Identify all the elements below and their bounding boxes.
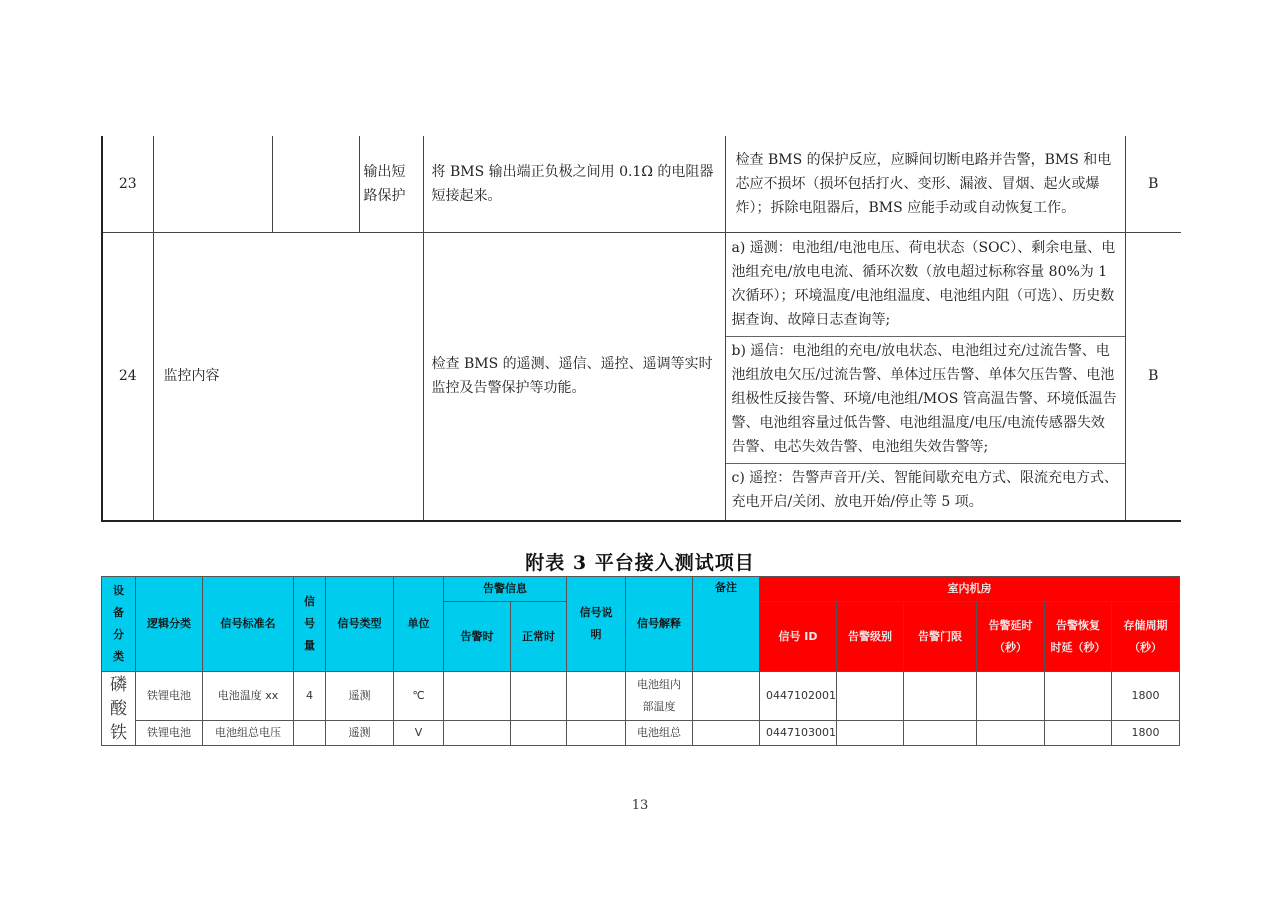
header-alarm-time: 告警时 xyxy=(444,602,511,672)
header-device-class: 设 备 分 类 xyxy=(102,577,136,672)
alarm-recover-cell xyxy=(1045,721,1112,746)
test-item-name xyxy=(359,136,423,232)
test-method: 检查 BMS 的遥测、遥信、遥控、遥调等实时监控及告警保护等功能。 xyxy=(423,232,725,521)
test-requirement: 检查 BMS 的保护反应，应瞬间切断电路并告警，BMS 和电芯应不损坏（损坏包括打火、变形、漏液、冒烟、起火或爆炸）；拆除电阻器后，BMS 应能手动或自动恢复工作。 xyxy=(725,136,1125,232)
header-signal-description: 信号说 明 xyxy=(567,577,626,672)
test-items-table xyxy=(101,136,1181,522)
header-logic-class: 逻辑分类 xyxy=(136,577,203,672)
header-signal-id: 信号 ID xyxy=(760,602,837,672)
signal-name-cell: 电池组总电压 xyxy=(203,721,294,746)
test-item-line-1: 输出短 xyxy=(363,163,406,180)
unit-cell: ℃ xyxy=(394,672,444,721)
signal-explain-cell: 电池组总 xyxy=(626,721,693,746)
header-alarm-threshold: 告警门限 xyxy=(904,602,977,672)
alarm-level-cell xyxy=(837,672,904,721)
header-alarm-info: 告警信息 xyxy=(444,577,567,602)
device-group-label: 磷 酸 铁 xyxy=(102,672,136,746)
grade: B xyxy=(1125,232,1181,521)
table-row xyxy=(102,672,1180,721)
logic-class-cell: 铁锂电池 xyxy=(136,672,203,721)
alarm-time-cell xyxy=(444,721,511,746)
table-row-23 xyxy=(102,136,1181,232)
grade: B xyxy=(1125,136,1181,232)
row-number: 24 xyxy=(102,232,153,521)
signal-id-cell: 0447103001 xyxy=(760,721,837,746)
table-row xyxy=(102,721,1180,746)
alarm-threshold-cell xyxy=(904,672,977,721)
alarm-recover-cell xyxy=(1045,672,1112,721)
header-normal-time: 正常时 xyxy=(511,602,567,672)
table-row-24 xyxy=(102,232,1181,521)
header-signal-quantity: 信 号 量 xyxy=(294,577,326,672)
test-method: 将 BMS 输出端正负极之间用 0.1Ω 的电阻器短接起来。 xyxy=(423,136,725,232)
empty-cell xyxy=(272,136,359,232)
signal-id-cell: 0447102001 xyxy=(760,672,837,721)
header-remark: 备注 xyxy=(693,577,760,672)
alarm-delay-cell xyxy=(977,672,1045,721)
storage-period-cell: 1800 xyxy=(1112,672,1180,721)
test-requirement xyxy=(725,232,1125,521)
requirement-telecontrol: c) 遥控：告警声音开/关、智能间歇充电方式、限流充电方式、充电开启/关闭、放电开始/停止等 5 项。 xyxy=(726,463,1125,518)
signal-type-cell: 遥测 xyxy=(326,721,394,746)
signal-qty-cell: 4 xyxy=(294,672,326,721)
signal-desc-cell xyxy=(567,721,626,746)
header-alarm-level: 告警级别 xyxy=(837,602,904,672)
test-item-line-2: 路保护 xyxy=(363,187,406,204)
header-indoor-room: 室内机房 xyxy=(760,577,1180,602)
requirement-telesignal: b) 遥信：电池组的充电/放电状态、电池组过充/过流告警、电池组放电欠压/过流告警、单体过压告警、单体欠压告警、电池组极性反接告警、环境/电池组/MOS 管高温告警、环境低温告警、电池组容量过低告警、电池组温度/电压/电流传感器失效告警、电芯失效告警、电池组失效告警等; xyxy=(726,336,1125,463)
normal-time-cell xyxy=(511,721,567,746)
appendix-title: 附表 3 平台接入测试项目 xyxy=(525,552,755,574)
header-unit: 单位 xyxy=(394,577,444,672)
header-storage-period: 存储周期 （秒） xyxy=(1112,602,1180,672)
platform-access-table xyxy=(101,576,1180,746)
header-alarm-recover-delay: 告警恢复 时延（秒） xyxy=(1045,602,1112,672)
header-signal-type: 信号类型 xyxy=(326,577,394,672)
signal-desc-cell xyxy=(567,672,626,721)
alarm-time-cell xyxy=(444,672,511,721)
header-row-1 xyxy=(102,577,1180,602)
signal-explain-cell: 电池组内 部温度 xyxy=(626,672,693,721)
remark-cell xyxy=(693,721,760,746)
remark-cell xyxy=(693,672,760,721)
requirement-telemetry: a) 遥测：电池组/电池电压、荷电状态（SOC）、剩余电量、电池组充电/放电电流、循环次数（放电超过标称容量 80%为 1 次循环）；环境温度/电池组温度、电池组内阻（可选）、历史数据查询、故障日志查询等; xyxy=(731,240,1116,329)
row-number: 23 xyxy=(102,136,153,232)
test-item-name: 监控内容 xyxy=(153,232,423,521)
signal-qty-cell xyxy=(294,721,326,746)
alarm-level-cell xyxy=(837,721,904,746)
header-alarm-delay: 告警延时 （秒） xyxy=(977,602,1045,672)
alarm-threshold-cell xyxy=(904,721,977,746)
page-number: 13 xyxy=(631,798,649,813)
signal-type-cell: 遥测 xyxy=(326,672,394,721)
empty-cell xyxy=(153,136,272,232)
logic-class-cell: 铁锂电池 xyxy=(136,721,203,746)
unit-cell: V xyxy=(394,721,444,746)
normal-time-cell xyxy=(511,672,567,721)
alarm-delay-cell xyxy=(977,721,1045,746)
header-signal-explanation: 信号解释 xyxy=(626,577,693,672)
signal-name-cell: 电池温度 xx xyxy=(203,672,294,721)
header-signal-standard-name: 信号标准名 xyxy=(203,577,294,672)
storage-period-cell: 1800 xyxy=(1112,721,1180,746)
